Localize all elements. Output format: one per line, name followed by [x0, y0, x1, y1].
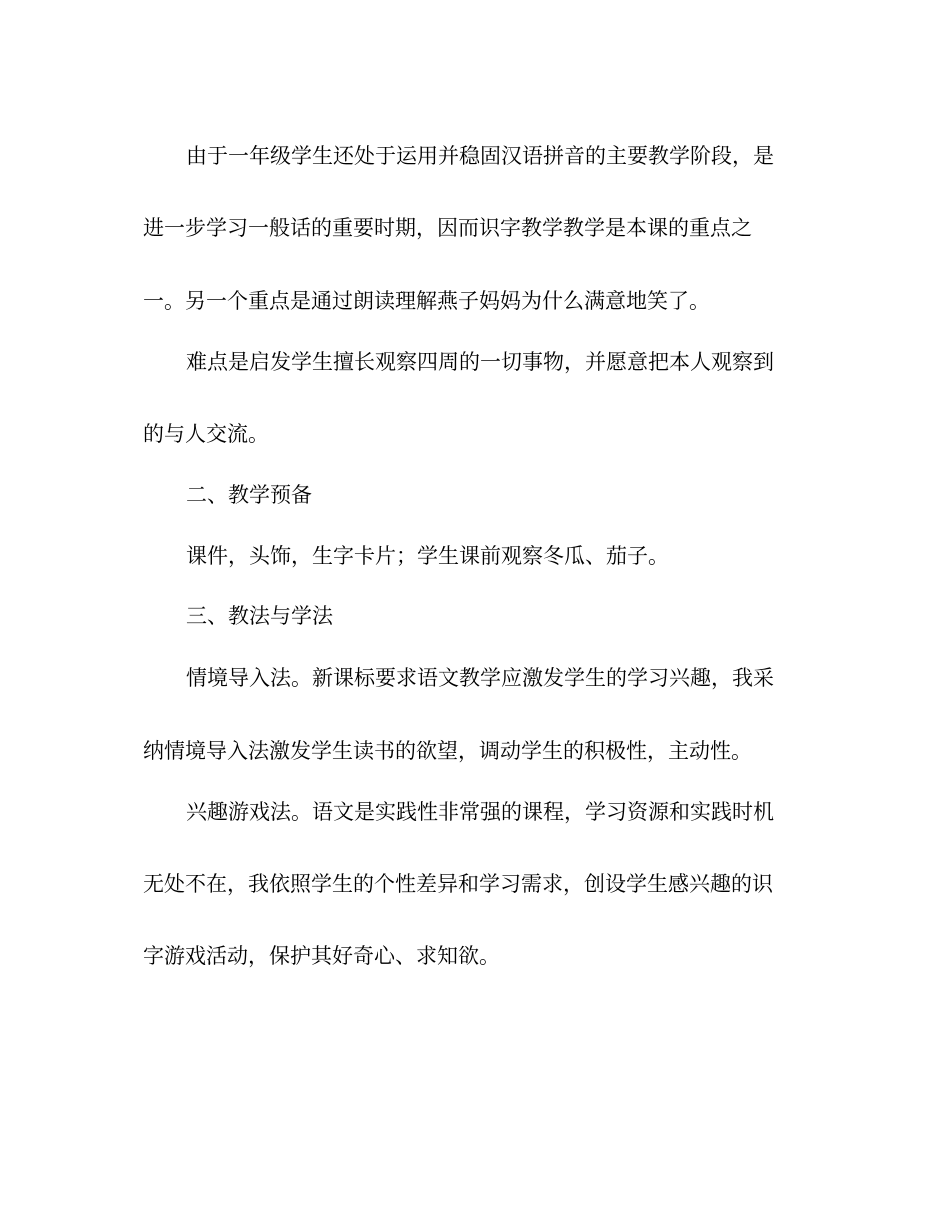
section-heading: 三、教法与学法 — [186, 604, 333, 628]
paragraph-line: 情境导入法。新课标要求语文教学应激发学生的学习兴趣，我采 — [186, 666, 774, 690]
paragraph-line: 字游戏活动，保护其好奇心、求知欲。 — [143, 944, 500, 968]
paragraph-line: 一。另一个重点是通过朗读理解燕子妈妈为什么满意地笑了。 — [143, 289, 710, 313]
paragraph-line: 无处不在，我依照学生的个性差异和学习需求，创设学生感兴趣的识 — [143, 872, 773, 896]
paragraph-line: 纳情境导入法激发学生读书的欲望，调动学生的积极性，主动性。 — [143, 739, 752, 763]
paragraph-line: 进一步学习一般话的重要时期，因而识字教学教学是本课的重点之 — [143, 216, 752, 240]
paragraph-line: 兴趣游戏法。语文是实践性非常强的课程，学习资源和实践时机 — [186, 800, 774, 824]
section-heading: 二、教学预备 — [186, 483, 312, 507]
paragraph-line: 的与人交流。 — [143, 422, 269, 446]
paragraph-line: 难点是启发学生擅长观察四周的一切事物，并愿意把本人观察到 — [186, 350, 774, 374]
paragraph-line: 课件，头饰，生字卡片；学生课前观察冬瓜、茄子。 — [186, 544, 669, 568]
paragraph-line: 由于一年级学生还处于运用并稳固汉语拼音的主要教学阶段，是 — [186, 144, 774, 168]
